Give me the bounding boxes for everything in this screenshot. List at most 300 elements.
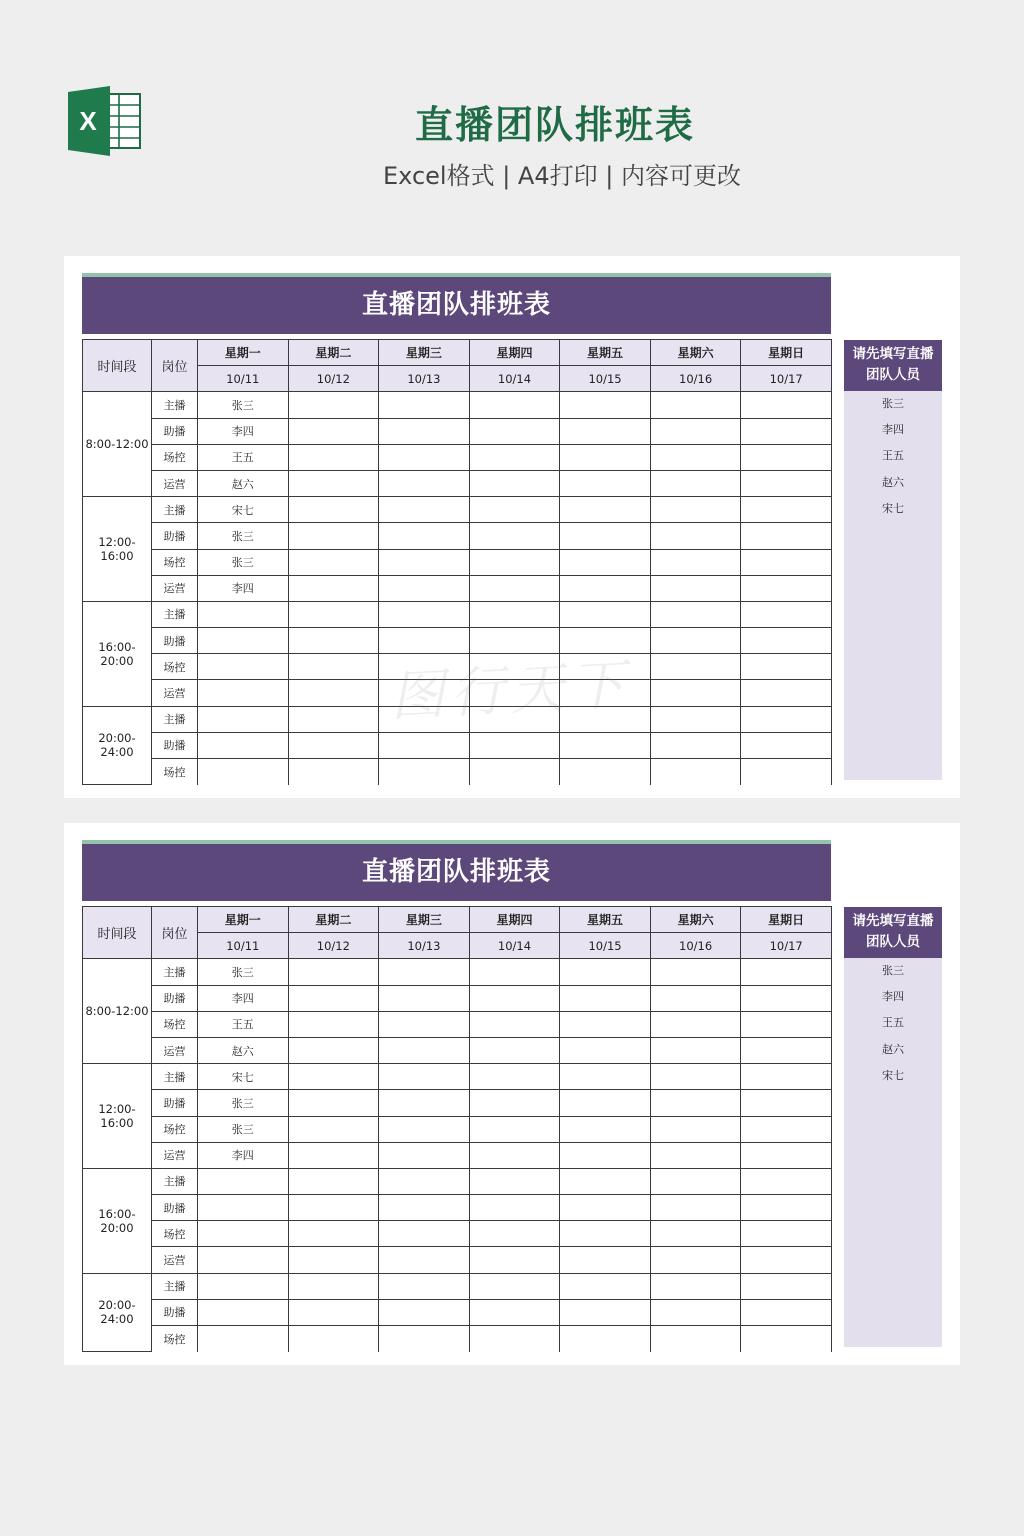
team-member-list <box>844 391 942 522</box>
schedule-cell[interactable] <box>288 1090 379 1116</box>
role-cell: 场控 <box>152 1116 198 1142</box>
schedule-cell[interactable] <box>379 444 470 470</box>
schedule-cell[interactable] <box>198 654 289 680</box>
table-row <box>83 1142 832 1168</box>
day-header: 星期六 <box>650 340 741 366</box>
schedule-cell[interactable]: 张三 <box>198 549 289 575</box>
table-row <box>83 497 832 523</box>
schedule-cell[interactable] <box>198 1195 289 1221</box>
schedule-cell[interactable] <box>650 654 741 680</box>
schedule-cell[interactable] <box>650 959 741 985</box>
schedule-cell[interactable]: 张三 <box>198 523 289 549</box>
role-cell: 助播 <box>152 523 198 549</box>
schedule-cell[interactable] <box>650 392 741 418</box>
table-row <box>83 1273 832 1299</box>
day-header: 星期日 <box>741 340 832 366</box>
schedule-cell[interactable] <box>379 1273 470 1299</box>
schedule-cell[interactable] <box>469 759 560 785</box>
schedule-cell[interactable] <box>379 1326 470 1352</box>
schedule-cell[interactable] <box>379 1064 470 1090</box>
schedule-cell[interactable] <box>560 601 651 627</box>
schedule-cell[interactable] <box>560 549 651 575</box>
schedule-cell[interactable] <box>560 1195 651 1221</box>
schedule-cell[interactable] <box>469 1221 560 1247</box>
schedule-cell[interactable] <box>288 549 379 575</box>
schedule-cell[interactable] <box>560 444 651 470</box>
schedule-cell[interactable] <box>560 523 651 549</box>
table-row <box>83 1037 832 1063</box>
day-header: 星期日 <box>741 907 832 933</box>
schedule-cell[interactable] <box>198 1221 289 1247</box>
schedule-cell[interactable] <box>741 444 832 470</box>
schedule-cell[interactable]: 赵六 <box>198 470 289 496</box>
time-slot-cell: 12:00-16:00 <box>83 1064 152 1169</box>
schedule-cell[interactable] <box>469 1090 560 1116</box>
schedule-cell[interactable] <box>379 1037 470 1063</box>
schedule-cell[interactable] <box>288 654 379 680</box>
schedule-cell[interactable] <box>741 706 832 732</box>
schedule-cell[interactable] <box>379 1247 470 1273</box>
team-member-item: 张三 <box>882 964 904 977</box>
page-subtitle: Excel格式 | A4打印 | 内容可更改 <box>383 162 741 190</box>
schedule-cell[interactable] <box>288 680 379 706</box>
role-cell: 主播 <box>152 706 198 732</box>
schedule-cell[interactable] <box>741 1221 832 1247</box>
date-header: 10/12 <box>288 933 379 959</box>
schedule-cell[interactable] <box>288 1064 379 1090</box>
schedule-cell[interactable] <box>198 732 289 758</box>
schedule-cell[interactable] <box>379 959 470 985</box>
schedule-cell[interactable] <box>650 1273 741 1299</box>
day-header: 星期四 <box>469 340 560 366</box>
schedule-cell[interactable] <box>198 1247 289 1273</box>
table-row <box>83 985 832 1011</box>
team-member-item: 李四 <box>882 990 904 1004</box>
role-cell: 场控 <box>152 1011 198 1037</box>
page-title: 直播团队排班表 <box>414 103 695 147</box>
table-row <box>83 1326 832 1352</box>
team-member-list <box>844 958 942 1089</box>
day-header: 星期三 <box>379 340 470 366</box>
schedule-cell[interactable] <box>469 418 560 444</box>
schedule-cell[interactable] <box>379 470 470 496</box>
panel-title-line1: 请先填写直播 <box>852 346 934 362</box>
schedule-cell[interactable] <box>650 601 741 627</box>
schedule-cell[interactable] <box>741 628 832 654</box>
table-row <box>83 1064 832 1090</box>
schedule-cell[interactable] <box>560 1064 651 1090</box>
role-cell: 主播 <box>152 1064 198 1090</box>
schedule-cell[interactable] <box>288 575 379 601</box>
table-row <box>83 1116 832 1142</box>
schedule-cell[interactable] <box>198 759 289 785</box>
schedule-cell[interactable] <box>288 1326 379 1352</box>
schedule-cell[interactable] <box>741 1273 832 1299</box>
schedule-cell[interactable] <box>741 549 832 575</box>
schedule-cell[interactable] <box>650 444 741 470</box>
schedule-cell[interactable] <box>741 1247 832 1273</box>
schedule-cell[interactable] <box>741 1090 832 1116</box>
schedule-cell[interactable] <box>469 1116 560 1142</box>
schedule-cell[interactable] <box>469 1142 560 1168</box>
table-row <box>83 1247 832 1273</box>
time-slot-cell: 8:00-12:00 <box>83 959 152 1064</box>
schedule-cell[interactable]: 张三 <box>198 1090 289 1116</box>
team-member-item: 张三 <box>882 397 904 410</box>
time-slot-cell: 16:00-20:00 <box>83 601 152 706</box>
schedule-cell[interactable]: 赵六 <box>198 1037 289 1063</box>
schedule-cell[interactable] <box>741 601 832 627</box>
schedule-cell[interactable] <box>650 628 741 654</box>
schedule-cell[interactable] <box>469 575 560 601</box>
role-cell: 运营 <box>152 1142 198 1168</box>
schedule-cell[interactable] <box>288 759 379 785</box>
schedule-cell[interactable] <box>288 1299 379 1325</box>
role-cell: 助播 <box>152 985 198 1011</box>
day-header: 星期三 <box>379 907 470 933</box>
schedule-cell[interactable] <box>288 706 379 732</box>
schedule-cell[interactable] <box>741 497 832 523</box>
schedule-cell[interactable] <box>560 1090 651 1116</box>
schedule-cell[interactable] <box>288 601 379 627</box>
schedule-cell[interactable] <box>469 1064 560 1090</box>
column-header-time: 时间段 <box>83 340 152 392</box>
schedule-cell[interactable] <box>288 1116 379 1142</box>
date-header: 10/16 <box>650 366 741 392</box>
table-row <box>83 1090 832 1116</box>
schedule-cell[interactable]: 李四 <box>198 575 289 601</box>
schedule-cell[interactable] <box>650 732 741 758</box>
schedule-cell[interactable] <box>560 1168 651 1194</box>
schedule-cell[interactable] <box>469 985 560 1011</box>
schedule-cell[interactable] <box>560 959 651 985</box>
schedule-cell[interactable] <box>288 470 379 496</box>
table-row <box>83 549 832 575</box>
day-header: 星期五 <box>560 907 651 933</box>
schedule-cell[interactable] <box>379 1142 470 1168</box>
schedule-cell[interactable] <box>560 1011 651 1037</box>
team-member-item: 王五 <box>882 449 904 463</box>
schedule-cell[interactable] <box>198 628 289 654</box>
schedule-cell[interactable] <box>288 959 379 985</box>
schedule-cell[interactable] <box>560 1116 651 1142</box>
time-slot-cell: 8:00-12:00 <box>83 392 152 497</box>
schedule-cell[interactable]: 张三 <box>198 959 289 985</box>
day-header: 星期二 <box>288 340 379 366</box>
schedule-cell[interactable] <box>650 1299 741 1325</box>
role-cell: 主播 <box>152 1168 198 1194</box>
date-header: 10/17 <box>741 366 832 392</box>
schedule-cell[interactable]: 李四 <box>198 1142 289 1168</box>
schedule-cell[interactable] <box>741 1299 832 1325</box>
schedule-cell[interactable] <box>469 1011 560 1037</box>
table-row <box>83 418 832 444</box>
schedule-cell[interactable] <box>741 985 832 1011</box>
schedule-cell[interactable] <box>469 444 560 470</box>
schedule-cell[interactable] <box>741 1064 832 1090</box>
schedule-cell[interactable] <box>379 1168 470 1194</box>
schedule-cell[interactable] <box>379 601 470 627</box>
schedule-cell[interactable] <box>288 1011 379 1037</box>
schedule-cell[interactable] <box>288 1195 379 1221</box>
schedule-cell[interactable]: 王五 <box>198 1011 289 1037</box>
schedule-cell[interactable] <box>560 418 651 444</box>
schedule-cell[interactable] <box>741 1116 832 1142</box>
team-member-item: 赵六 <box>882 1042 904 1056</box>
schedule-cell[interactable] <box>288 444 379 470</box>
schedule-cell[interactable] <box>650 985 741 1011</box>
table-row <box>83 470 832 496</box>
schedule-cell[interactable] <box>469 959 560 985</box>
schedule-cell[interactable] <box>288 732 379 758</box>
column-header-time: 时间段 <box>83 907 152 959</box>
schedule-cell[interactable] <box>741 1011 832 1037</box>
team-member-panel-header <box>844 340 942 391</box>
role-cell: 运营 <box>152 680 198 706</box>
schedule-cell[interactable] <box>469 732 560 758</box>
schedule-cell[interactable] <box>650 1142 741 1168</box>
schedule-cell[interactable] <box>741 1168 832 1194</box>
schedule-cell[interactable] <box>650 575 741 601</box>
schedule-cell[interactable] <box>560 759 651 785</box>
schedule-cell[interactable] <box>650 497 741 523</box>
team-member-item: 宋七 <box>882 1068 904 1082</box>
schedule-cell[interactable] <box>288 523 379 549</box>
schedule-cell[interactable] <box>650 470 741 496</box>
day-header: 星期四 <box>469 907 560 933</box>
schedule-cell[interactable]: 李四 <box>198 985 289 1011</box>
schedule-cell[interactable] <box>379 549 470 575</box>
schedule-cell[interactable] <box>741 759 832 785</box>
schedule-cell[interactable] <box>741 732 832 758</box>
schedule-cell[interactable] <box>288 1142 379 1168</box>
schedule-cell[interactable] <box>379 759 470 785</box>
schedule-cell[interactable] <box>288 497 379 523</box>
schedule-cell[interactable] <box>469 523 560 549</box>
team-member-item: 宋七 <box>882 501 904 515</box>
schedule-cell[interactable] <box>469 497 560 523</box>
schedule-cell[interactable] <box>650 1221 741 1247</box>
schedule-cell[interactable] <box>560 1247 651 1273</box>
panel-title-line1: 请先填写直播 <box>852 913 934 929</box>
role-cell: 主播 <box>152 497 198 523</box>
schedule-cell[interactable]: 李四 <box>198 418 289 444</box>
role-cell: 主播 <box>152 1273 198 1299</box>
schedule-cell[interactable] <box>741 959 832 985</box>
schedule-cell[interactable] <box>379 575 470 601</box>
table-row <box>83 575 832 601</box>
schedule-cell[interactable] <box>650 418 741 444</box>
schedule-cell[interactable] <box>650 1011 741 1037</box>
role-cell: 助播 <box>152 732 198 758</box>
schedule-cell[interactable] <box>469 1247 560 1273</box>
team-member-panel-header <box>844 907 942 958</box>
schedule-cell[interactable] <box>469 1273 560 1299</box>
schedule-cell[interactable]: 宋七 <box>198 497 289 523</box>
schedule-cell[interactable] <box>288 628 379 654</box>
schedule-cell[interactable] <box>560 1221 651 1247</box>
schedule-cell[interactable] <box>288 1037 379 1063</box>
date-header: 10/16 <box>650 933 741 959</box>
table-row <box>83 732 832 758</box>
schedule-cell[interactable] <box>650 549 741 575</box>
schedule-cell[interactable] <box>288 985 379 1011</box>
schedule-cell[interactable] <box>198 601 289 627</box>
schedule-cell[interactable] <box>379 1299 470 1325</box>
schedule-cell[interactable] <box>198 706 289 732</box>
schedule-cell[interactable] <box>560 1299 651 1325</box>
schedule-cell[interactable] <box>560 1037 651 1063</box>
date-header: 10/13 <box>379 366 470 392</box>
schedule-cell[interactable] <box>650 1037 741 1063</box>
role-cell: 助播 <box>152 418 198 444</box>
schedule-cell[interactable]: 张三 <box>198 392 289 418</box>
sheet-title: 直播团队排班表 <box>82 277 831 334</box>
schedule-cell[interactable] <box>650 1168 741 1194</box>
time-slot-cell: 12:00-16:00 <box>83 497 152 602</box>
schedule-cell[interactable] <box>650 1116 741 1142</box>
schedule-cell[interactable]: 张三 <box>198 1116 289 1142</box>
schedule-cell[interactable] <box>288 418 379 444</box>
schedule-cell[interactable] <box>560 985 651 1011</box>
schedule-cell[interactable] <box>650 706 741 732</box>
day-header: 星期一 <box>198 907 289 933</box>
table-row <box>83 523 832 549</box>
table-row <box>83 392 832 418</box>
schedule-cell[interactable] <box>741 418 832 444</box>
schedule-cell[interactable] <box>650 1195 741 1221</box>
schedule-cell[interactable] <box>379 1221 470 1247</box>
date-header: 10/14 <box>469 933 560 959</box>
schedule-cell[interactable] <box>560 1273 651 1299</box>
schedule-table <box>82 906 832 1352</box>
role-cell: 助播 <box>152 1090 198 1116</box>
date-header: 10/14 <box>469 366 560 392</box>
schedule-cell[interactable] <box>469 1326 560 1352</box>
schedule-cell[interactable] <box>741 1037 832 1063</box>
role-cell: 助播 <box>152 1195 198 1221</box>
schedule-cell[interactable] <box>560 497 651 523</box>
date-header: 10/15 <box>560 933 651 959</box>
schedule-cell[interactable] <box>560 732 651 758</box>
schedule-cell[interactable] <box>741 1326 832 1352</box>
schedule-cell[interactable] <box>741 470 832 496</box>
role-cell: 助播 <box>152 628 198 654</box>
schedule-cell[interactable] <box>469 549 560 575</box>
schedule-cell[interactable] <box>379 1116 470 1142</box>
schedule-cell[interactable] <box>469 1195 560 1221</box>
date-header: 10/13 <box>379 933 470 959</box>
table-row <box>83 959 832 985</box>
schedule-cell[interactable] <box>560 1142 651 1168</box>
schedule-cell[interactable] <box>379 392 470 418</box>
date-header: 10/17 <box>741 933 832 959</box>
day-header: 星期一 <box>198 340 289 366</box>
schedule-cell[interactable] <box>198 1168 289 1194</box>
schedule-cell[interactable] <box>650 759 741 785</box>
schedule-cell[interactable] <box>560 575 651 601</box>
day-header: 星期六 <box>650 907 741 933</box>
schedule-cell[interactable] <box>741 680 832 706</box>
schedule-cell[interactable] <box>198 1299 289 1325</box>
schedule-cell[interactable] <box>288 1273 379 1299</box>
schedule-cell[interactable] <box>379 732 470 758</box>
role-cell: 运营 <box>152 1247 198 1273</box>
schedule-cell[interactable] <box>379 1195 470 1221</box>
schedule-cell[interactable] <box>198 1273 289 1299</box>
schedule-cell[interactable] <box>650 1064 741 1090</box>
column-header-role: 岗位 <box>152 907 198 959</box>
schedule-cell[interactable] <box>741 1195 832 1221</box>
sheet-title: 直播团队排班表 <box>82 844 831 901</box>
schedule-cell[interactable] <box>741 523 832 549</box>
team-member-item: 王五 <box>882 1016 904 1030</box>
role-cell: 场控 <box>152 1326 198 1352</box>
svg-text:X: X <box>79 106 97 136</box>
role-cell: 助播 <box>152 1299 198 1325</box>
schedule-cell[interactable] <box>741 575 832 601</box>
schedule-cell[interactable]: 宋七 <box>198 1064 289 1090</box>
date-header: 10/11 <box>198 933 289 959</box>
schedule-cell[interactable] <box>379 1090 470 1116</box>
schedule-cell[interactable] <box>379 418 470 444</box>
schedule-cell[interactable] <box>469 392 560 418</box>
schedule-cell[interactable] <box>379 985 470 1011</box>
day-header: 星期五 <box>560 340 651 366</box>
schedule-cell[interactable] <box>650 1326 741 1352</box>
schedule-cell[interactable] <box>560 470 651 496</box>
schedule-cell[interactable] <box>198 680 289 706</box>
table-row <box>83 759 832 785</box>
schedule-cell[interactable] <box>469 601 560 627</box>
schedule-cell[interactable] <box>741 654 832 680</box>
panel-title-line2: 团队人员 <box>866 934 920 950</box>
schedule-cell[interactable] <box>741 1142 832 1168</box>
schedule-cell[interactable]: 王五 <box>198 444 289 470</box>
schedule-cell[interactable] <box>560 392 651 418</box>
schedule-cell[interactable] <box>288 392 379 418</box>
schedule-cell[interactable] <box>379 1011 470 1037</box>
schedule-cell[interactable] <box>650 523 741 549</box>
date-header: 10/15 <box>560 366 651 392</box>
watermark: 图行天下 <box>388 652 632 729</box>
schedule-cell[interactable] <box>288 1247 379 1273</box>
table-row <box>83 1221 832 1247</box>
role-cell: 主播 <box>152 392 198 418</box>
role-cell: 运营 <box>152 1037 198 1063</box>
schedule-cell[interactable] <box>650 1090 741 1116</box>
schedule-cell[interactable] <box>650 680 741 706</box>
schedule-cell[interactable] <box>650 1247 741 1273</box>
schedule-cell[interactable] <box>288 1221 379 1247</box>
date-header: 10/11 <box>198 366 289 392</box>
sheet-preview-2 <box>64 823 960 1365</box>
schedule-cell[interactable] <box>469 1168 560 1194</box>
schedule-cell[interactable] <box>379 497 470 523</box>
schedule-cell[interactable] <box>288 1168 379 1194</box>
schedule-cell[interactable] <box>560 1326 651 1352</box>
schedule-cell[interactable] <box>469 1299 560 1325</box>
schedule-cell[interactable] <box>469 1037 560 1063</box>
role-cell: 场控 <box>152 1221 198 1247</box>
schedule-cell[interactable] <box>198 1326 289 1352</box>
schedule-cell[interactable] <box>741 392 832 418</box>
time-slot-cell: 16:00-20:00 <box>83 1168 152 1273</box>
schedule-cell[interactable] <box>469 470 560 496</box>
role-cell: 运营 <box>152 470 198 496</box>
schedule-cell[interactable] <box>379 523 470 549</box>
table-row <box>83 1011 832 1037</box>
